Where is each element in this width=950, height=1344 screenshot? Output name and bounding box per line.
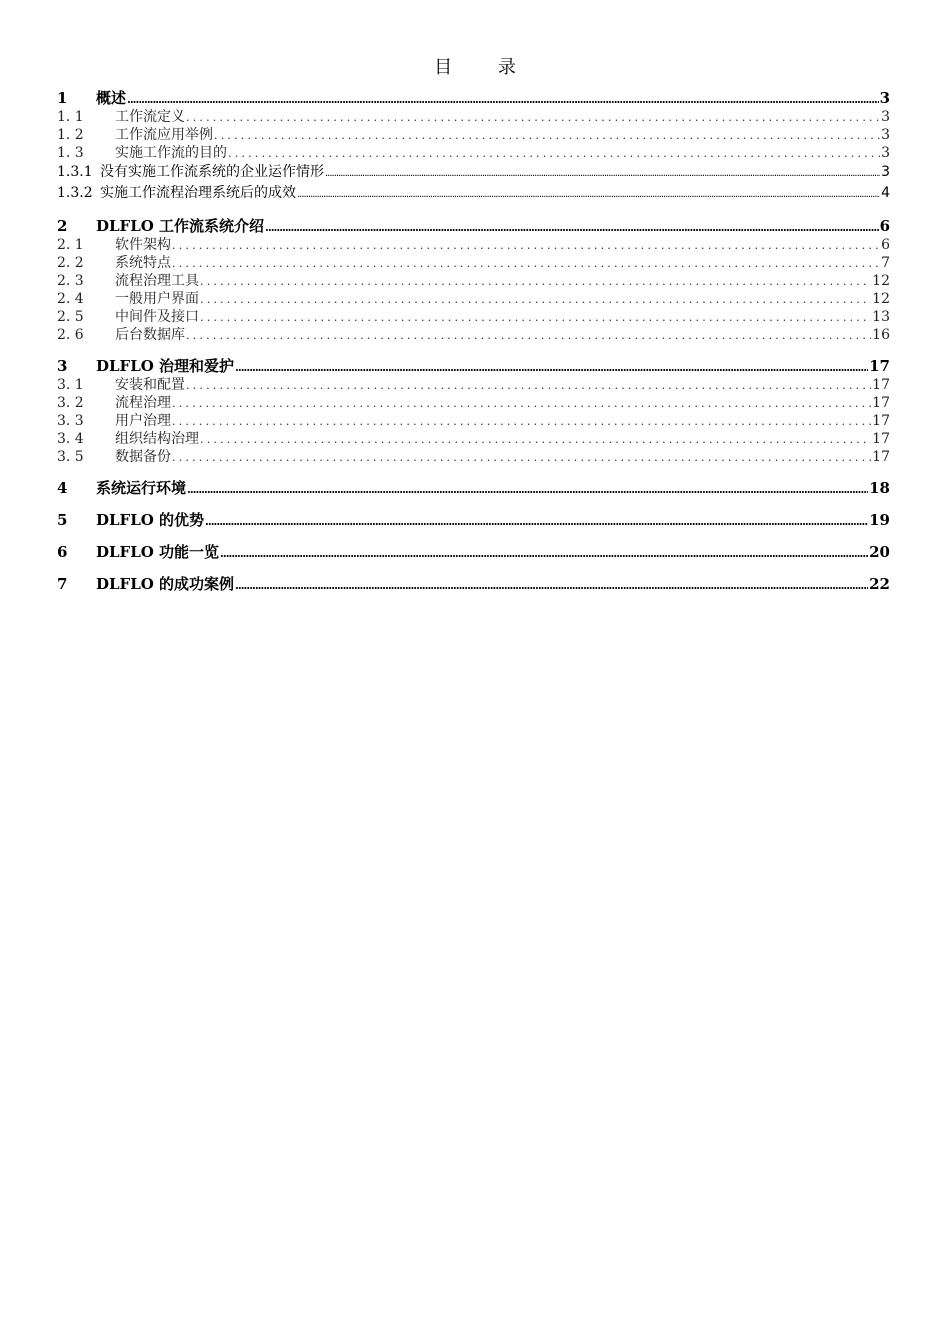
toc-entry-title: 流程治理工具 xyxy=(115,273,199,289)
toc-entry-page-number: 7 xyxy=(881,255,890,271)
toc-entry-page-number: 13 xyxy=(872,309,890,325)
toc-entry-page-number: 12 xyxy=(872,273,890,289)
toc-entry[interactable] xyxy=(57,394,890,412)
toc-entry-number: 2. 1 xyxy=(57,237,84,253)
toc-entry-title: 用户治理 xyxy=(115,413,171,429)
toc-entry-page-number: 3 xyxy=(881,145,890,161)
toc-entry[interactable] xyxy=(57,272,890,290)
toc-dot-leader xyxy=(200,308,871,326)
toc-entry[interactable] xyxy=(57,108,890,126)
toc-entry-page-number: 3 xyxy=(881,164,890,180)
toc-entry-number: 1. 1 xyxy=(57,109,84,125)
toc-dot-leader xyxy=(172,394,871,412)
toc-entry-page-number: 18 xyxy=(869,479,890,497)
toc-dot-leader xyxy=(297,183,880,204)
toc-entry-number: 1. 2 xyxy=(57,127,84,143)
toc-entry-page-number: 17 xyxy=(872,413,890,429)
toc-entry-page-number: 17 xyxy=(869,357,890,375)
toc-entry[interactable] xyxy=(57,376,890,394)
toc-entry-number: 3. 3 xyxy=(57,413,84,429)
toc-entry[interactable] xyxy=(57,326,890,344)
toc-entry-number: 3. 4 xyxy=(57,431,84,447)
toc-entry-title: 系统特点 xyxy=(115,255,171,271)
toc-entry[interactable] xyxy=(57,412,890,430)
toc-dot-leader xyxy=(186,376,871,394)
toc-entry[interactable] xyxy=(57,126,890,144)
toc-entry-number: 1. 3 xyxy=(57,145,84,161)
toc-entry-page-number: 6 xyxy=(879,217,890,235)
toc-dot-leader xyxy=(200,272,871,290)
toc-entry-title: 数据备份 xyxy=(115,449,171,465)
toc-dot-leader xyxy=(127,88,879,108)
toc-dot-leader xyxy=(200,430,871,448)
toc-entry-page-number: 22 xyxy=(869,575,890,593)
toc-entry-number: 4 xyxy=(57,479,68,497)
toc-entry[interactable] xyxy=(57,254,890,272)
toc-entry-title: 一般用户界面 xyxy=(115,291,199,307)
toc-dot-leader xyxy=(186,326,871,344)
toc-entry[interactable] xyxy=(57,356,890,376)
toc-entry-title: 软件架构 xyxy=(115,237,171,253)
toc-entry-title: 安装和配置 xyxy=(115,377,185,393)
toc-entry-number: 3. 1 xyxy=(57,377,84,393)
toc-entry-title: 实施工作流的目的 xyxy=(115,145,227,161)
toc-entry-title: 工作流定义 xyxy=(115,109,185,125)
toc-entry-title: 组织结构治理 xyxy=(115,431,199,447)
toc-dot-leader xyxy=(228,144,880,162)
toc-entry[interactable] xyxy=(57,144,890,162)
toc-dot-leader xyxy=(265,216,879,236)
toc-entry[interactable] xyxy=(57,542,890,562)
toc-dot-leader xyxy=(200,290,871,308)
toc-entry-page-number: 19 xyxy=(869,511,890,529)
toc-dot-leader xyxy=(205,510,868,530)
toc-entry-number: 2. 6 xyxy=(57,327,84,343)
toc-entry-number: 1 xyxy=(57,89,68,107)
toc-dot-leader xyxy=(172,448,871,466)
toc-entry-number: 2. 5 xyxy=(57,309,84,325)
toc-entry-title: 流程治理 xyxy=(115,395,171,411)
toc-entry-title: DLFLO 工作流系统介绍 xyxy=(96,217,265,235)
toc-entry-page-number: 3 xyxy=(881,127,890,143)
toc-entry-title: 实施工作流程治理系统后的成效 xyxy=(100,185,296,201)
toc-entry[interactable] xyxy=(57,236,890,254)
toc-entry-page-number: 3 xyxy=(881,109,890,125)
toc-entry-page-number: 4 xyxy=(881,185,890,201)
toc-entry-title: 概述 xyxy=(96,89,127,107)
toc-dot-leader xyxy=(235,574,868,594)
toc-entry[interactable] xyxy=(57,574,890,594)
toc-entry-number: 2 xyxy=(57,217,68,235)
toc-entry[interactable] xyxy=(57,216,890,236)
toc-entry[interactable] xyxy=(57,183,890,204)
table-of-contents xyxy=(57,88,890,594)
toc-entry-number: 2. 4 xyxy=(57,291,84,307)
toc-entry-title: 工作流应用举例 xyxy=(115,127,213,143)
toc-dot-leader xyxy=(325,162,880,183)
toc-entry-page-number: 17 xyxy=(872,377,890,393)
toc-entry-page-number: 16 xyxy=(872,327,890,343)
toc-entry-title: 没有实施工作流系统的企业运作情形 xyxy=(100,164,324,180)
toc-entry[interactable] xyxy=(57,478,890,498)
toc-entry[interactable] xyxy=(57,290,890,308)
toc-entry-title: DLFLO 治理和爱护 xyxy=(96,357,235,375)
toc-entry-page-number: 17 xyxy=(872,431,890,447)
toc-dot-leader xyxy=(172,254,880,272)
toc-entry-page-number: 6 xyxy=(881,237,890,253)
toc-dot-leader xyxy=(186,108,880,126)
toc-entry-number: 1.3.1 xyxy=(57,164,93,180)
toc-dot-leader xyxy=(214,126,880,144)
toc-entry-number: 7 xyxy=(57,575,68,593)
toc-entry-number: 5 xyxy=(57,511,68,529)
toc-entry-number: 3. 5 xyxy=(57,449,84,465)
toc-entry-title: DLFLO 的优势 xyxy=(96,511,205,529)
toc-entry-number: 2. 3 xyxy=(57,273,84,289)
toc-entry[interactable] xyxy=(57,448,890,466)
toc-entry-title: 系统运行环境 xyxy=(96,479,187,497)
toc-dot-leader xyxy=(235,356,868,376)
toc-entry-number: 3. 2 xyxy=(57,395,84,411)
toc-entry[interactable] xyxy=(57,88,890,108)
toc-entry-title: DLFLO 的成功案例 xyxy=(96,575,235,593)
toc-entry[interactable] xyxy=(57,308,890,326)
toc-entry[interactable] xyxy=(57,430,890,448)
toc-entry-title: DLFLO 功能一览 xyxy=(96,543,220,561)
toc-entry-title: 中间件及接口 xyxy=(115,309,199,325)
toc-entry-page-number: 12 xyxy=(872,291,890,307)
toc-entry-page-number: 20 xyxy=(869,543,890,561)
toc-entry-number: 3 xyxy=(57,357,68,375)
toc-dot-leader xyxy=(187,478,868,498)
toc-dot-leader xyxy=(220,542,868,562)
toc-entry-page-number: 3 xyxy=(879,89,890,107)
toc-entry-title: 后台数据库 xyxy=(115,327,185,343)
toc-entry[interactable] xyxy=(57,510,890,530)
toc-entry-number: 2. 2 xyxy=(57,255,84,271)
toc-dot-leader xyxy=(172,236,880,254)
toc-entry-page-number: 17 xyxy=(872,395,890,411)
toc-entry-number: 6 xyxy=(57,543,68,561)
toc-entry-page-number: 17 xyxy=(872,449,890,465)
toc-dot-leader xyxy=(172,412,871,430)
toc-title: 目 录 xyxy=(434,57,536,78)
toc-entry-number: 1.3.2 xyxy=(57,185,93,201)
toc-entry[interactable] xyxy=(57,162,890,183)
